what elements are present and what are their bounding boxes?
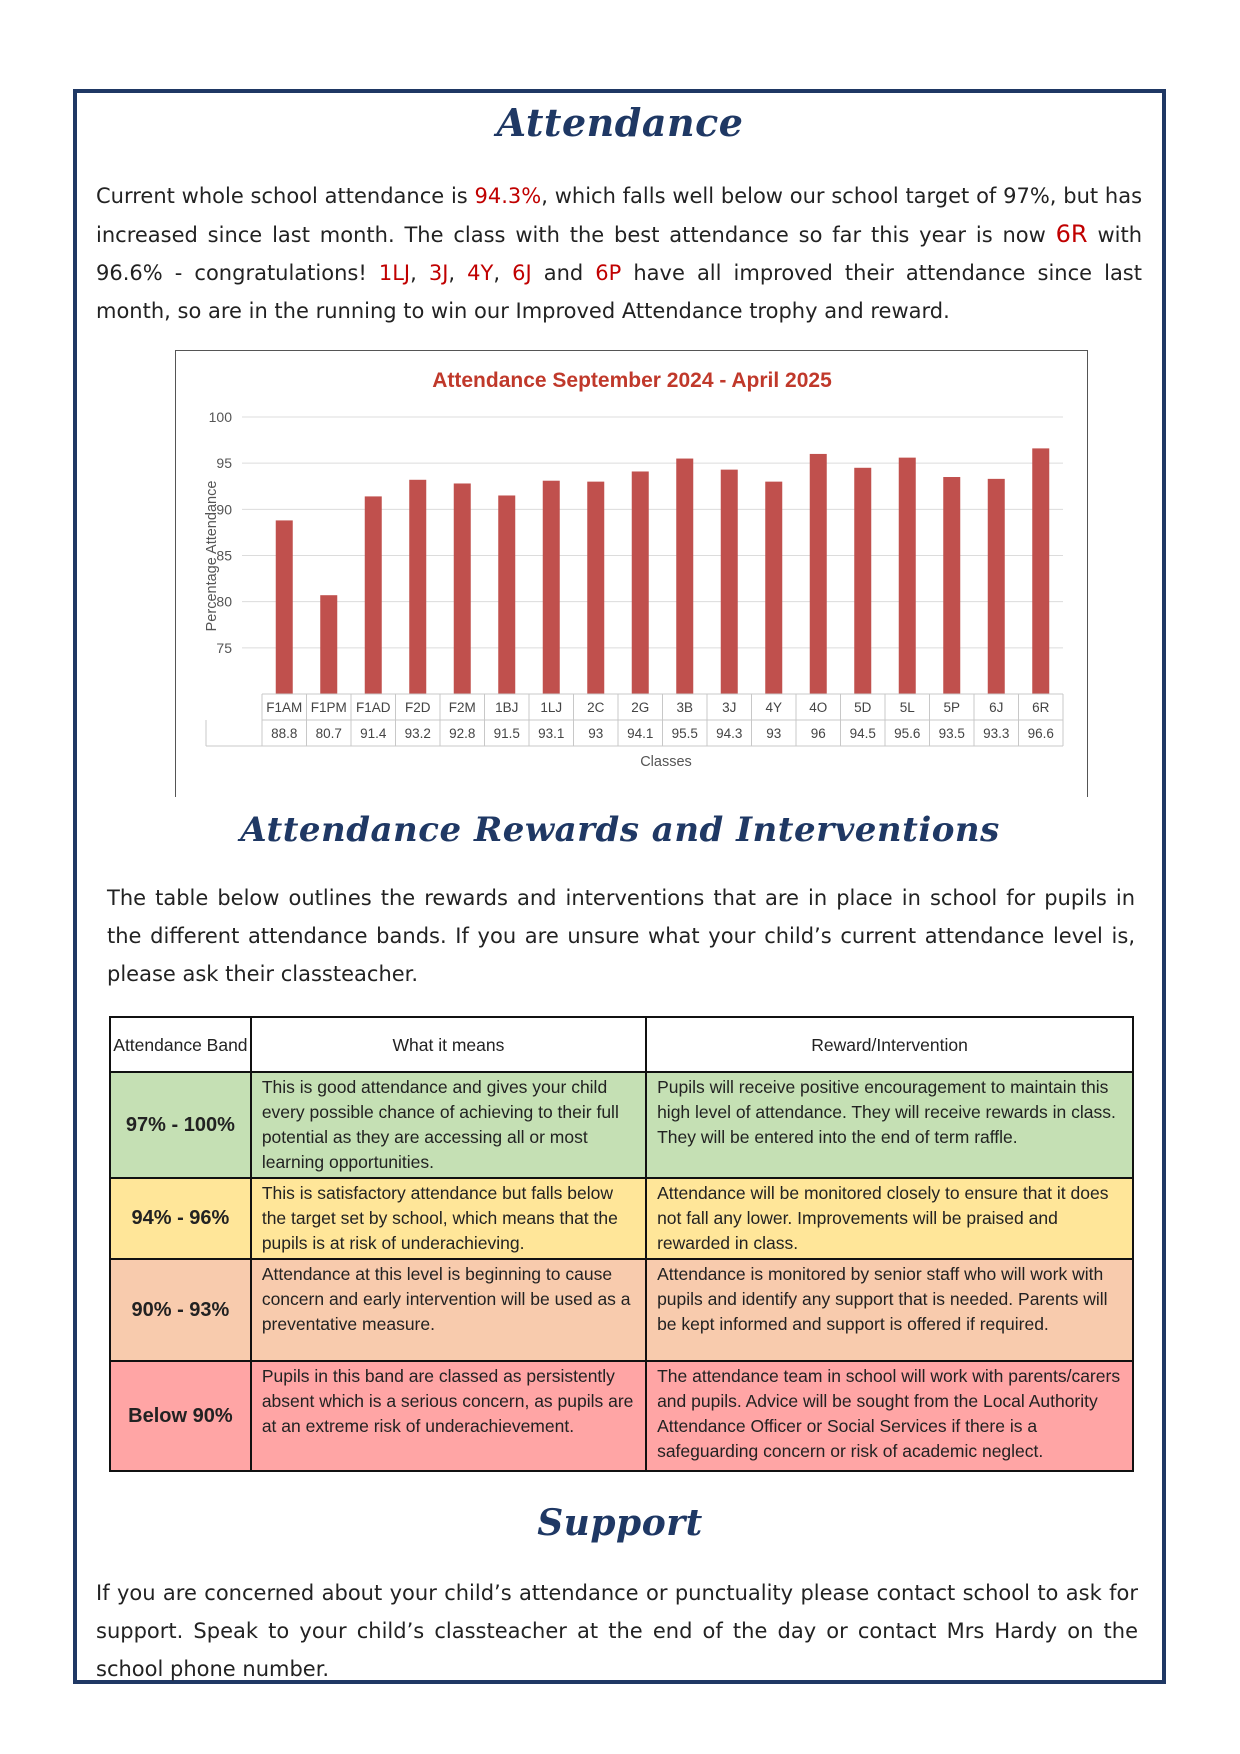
best-class-value: 6R <box>1055 220 1088 248</box>
category-label: 3B <box>676 700 694 715</box>
category-label: 6J <box>989 700 1004 715</box>
category-label: 2G <box>631 700 650 715</box>
value-label: 96 <box>810 726 826 741</box>
band-cell: 90% - 93% <box>110 1259 251 1361</box>
header-means: What it means <box>251 1017 646 1072</box>
chart-title: Attendance September 2024 - April 2025 <box>432 369 832 392</box>
bar <box>721 470 738 694</box>
improved-class: 4Y <box>467 261 494 285</box>
bar <box>899 458 916 694</box>
category-label: F2M <box>448 700 476 715</box>
value-label: 92.8 <box>449 726 476 741</box>
value-label: 93 <box>588 726 604 741</box>
value-label: 93.5 <box>938 726 965 741</box>
y-axis-label: Percentage Attendance <box>204 480 220 632</box>
text-segment: , <box>448 261 468 285</box>
table-row <box>110 1178 1133 1259</box>
y-tick-label: 90 <box>216 501 232 518</box>
text-segment: with 96.6% - congratulations! <box>96 223 1143 285</box>
means-cell: This is good attendance and gives your child every possible chance of achieving to their full potential as they are accessing all or most learning opportunities. <box>251 1072 646 1178</box>
attendance-paragraph <box>96 177 1142 330</box>
means-cell: Attendance at this level is beginning to cause concern and early intervention will be used as a preventative measure. <box>251 1259 646 1361</box>
value-label: 94.1 <box>627 726 654 741</box>
category-label: 4Y <box>765 700 783 715</box>
bar <box>365 496 382 694</box>
category-label: 5P <box>943 700 961 715</box>
y-tick-label: 75 <box>216 639 232 656</box>
bar <box>454 483 471 694</box>
value-label: 94.5 <box>849 726 876 741</box>
attendance-chart-svg <box>176 351 1089 798</box>
value-label: 88.8 <box>271 726 298 741</box>
reward-cell: The attendance team in school will work with parents/carers and pupils. Advice will be sought from the Local Authority Attendance Officer or Social Services if there is a safeguarding concern or risk of academic neglect. <box>646 1361 1133 1471</box>
value-label: 91.4 <box>360 726 387 741</box>
improved-class: 6J <box>512 261 532 285</box>
text-segment: Current whole school attendance is <box>96 184 475 208</box>
category-label: 5D <box>854 700 872 715</box>
table-row <box>110 1259 1133 1361</box>
means-cell: Pupils in this band are classed as persistently absent which is a serious concern, as pupils are at an extreme risk of underachievement. <box>251 1361 646 1471</box>
bar <box>543 481 560 694</box>
text-segment: , which falls well below our school target of 97%, but has increased since last month. The class with the best attendance so far this year is now <box>96 184 1143 247</box>
y-tick-label: 95 <box>216 455 232 472</box>
category-label: 6R <box>1032 700 1050 715</box>
table-row <box>110 1361 1133 1471</box>
bar <box>1032 448 1049 694</box>
value-label: 95.5 <box>671 726 698 741</box>
bar <box>765 482 782 694</box>
value-label: 94.3 <box>716 726 743 741</box>
text-segment: , <box>493 261 513 285</box>
bar <box>943 477 960 694</box>
value-label: 96.6 <box>1027 726 1054 741</box>
improved-class: 1LJ <box>378 261 411 285</box>
bar <box>498 495 515 694</box>
value-label: 93.2 <box>404 726 431 741</box>
support-heading: Support <box>537 1502 703 1544</box>
table-row <box>110 1072 1133 1178</box>
category-label: 3J <box>722 700 737 715</box>
category-label: F1AD <box>355 700 391 715</box>
text-segment: , <box>410 261 429 285</box>
bar <box>409 480 426 694</box>
category-label: F1PM <box>310 700 347 715</box>
bar <box>988 479 1005 694</box>
y-tick-label: 80 <box>216 593 232 610</box>
bar <box>587 482 604 694</box>
category-label: 5L <box>899 700 915 715</box>
reward-cell: Attendance is monitored by senior staff who will work with pupils and identify any support that is needed. Parents will be kept informed and support is offered if required. <box>646 1259 1133 1361</box>
value-label: 93.3 <box>983 726 1010 741</box>
bar <box>276 520 293 694</box>
value-label: 93.1 <box>538 726 565 741</box>
value-label: 93 <box>766 726 782 741</box>
bar <box>676 459 693 694</box>
category-label: 2C <box>587 700 605 715</box>
y-tick-label: 85 <box>216 547 232 564</box>
rewards-heading: Attendance Rewards and Interventions <box>240 810 1000 850</box>
category-label: 4O <box>809 700 828 715</box>
whole-school-attendance-value: 94.3% <box>474 184 542 208</box>
band-cell: Below 90% <box>110 1361 251 1471</box>
rewards-intro: The table below outlines the rewards and interventions that are in place in school for pupils in the different attendance bands. If you are unsure what your child’s current attendance level is, please ask their classteacher. <box>107 886 1135 986</box>
bar <box>810 454 827 694</box>
category-label: F2D <box>404 700 431 715</box>
bar <box>854 468 871 694</box>
reward-cell: Pupils will receive positive encouragement to maintain this high level of attendance. They will receive rewards in class. They will be entered into the end of term raffle. <box>646 1072 1133 1178</box>
improved-class: 6P <box>595 261 622 285</box>
attendance-chart <box>175 350 1088 797</box>
attendance-heading: Attendance <box>496 100 744 145</box>
text-segment: and <box>531 261 596 285</box>
y-tick-label: 100 <box>208 409 232 425</box>
x-axis-label: Classes <box>640 754 692 770</box>
category-label: F1AM <box>266 700 303 715</box>
header-band: Attendance Band <box>110 1017 251 1072</box>
band-cell: 97% - 100% <box>110 1072 251 1178</box>
improved-class: 3J <box>428 261 449 285</box>
means-cell: This is satisfactory attendance but falls below the target set by school, which means that the pupils is at risk of underachieving. <box>251 1178 646 1259</box>
attendance-bands-table <box>109 1016 1134 1472</box>
reward-cell: Attendance will be monitored closely to ensure that it does not fall any lower. Improvements will be praised and rewarded in class. <box>646 1178 1133 1259</box>
band-cell: 94% - 96% <box>110 1178 251 1259</box>
bar <box>632 471 649 694</box>
text-segment: have all improved their attendance since last month, so are in the running to win our Improved Attendance trophy and reward. <box>96 261 1142 323</box>
value-label: 95.6 <box>894 726 921 741</box>
category-label: 1BJ <box>495 700 519 715</box>
support-paragraph: If you are concerned about your child’s attendance or punctuality please contact school to ask for support. Speak to your child’s classteacher at the end of the day or contact Mrs Hardy on the school phone number. <box>96 1581 1138 1681</box>
table-header-row <box>110 1017 1133 1072</box>
bar <box>320 595 337 694</box>
category-label: 1LJ <box>540 700 563 715</box>
value-label: 80.7 <box>315 726 342 741</box>
header-reward: Reward/Intervention <box>646 1017 1133 1072</box>
value-label: 91.5 <box>493 726 520 741</box>
